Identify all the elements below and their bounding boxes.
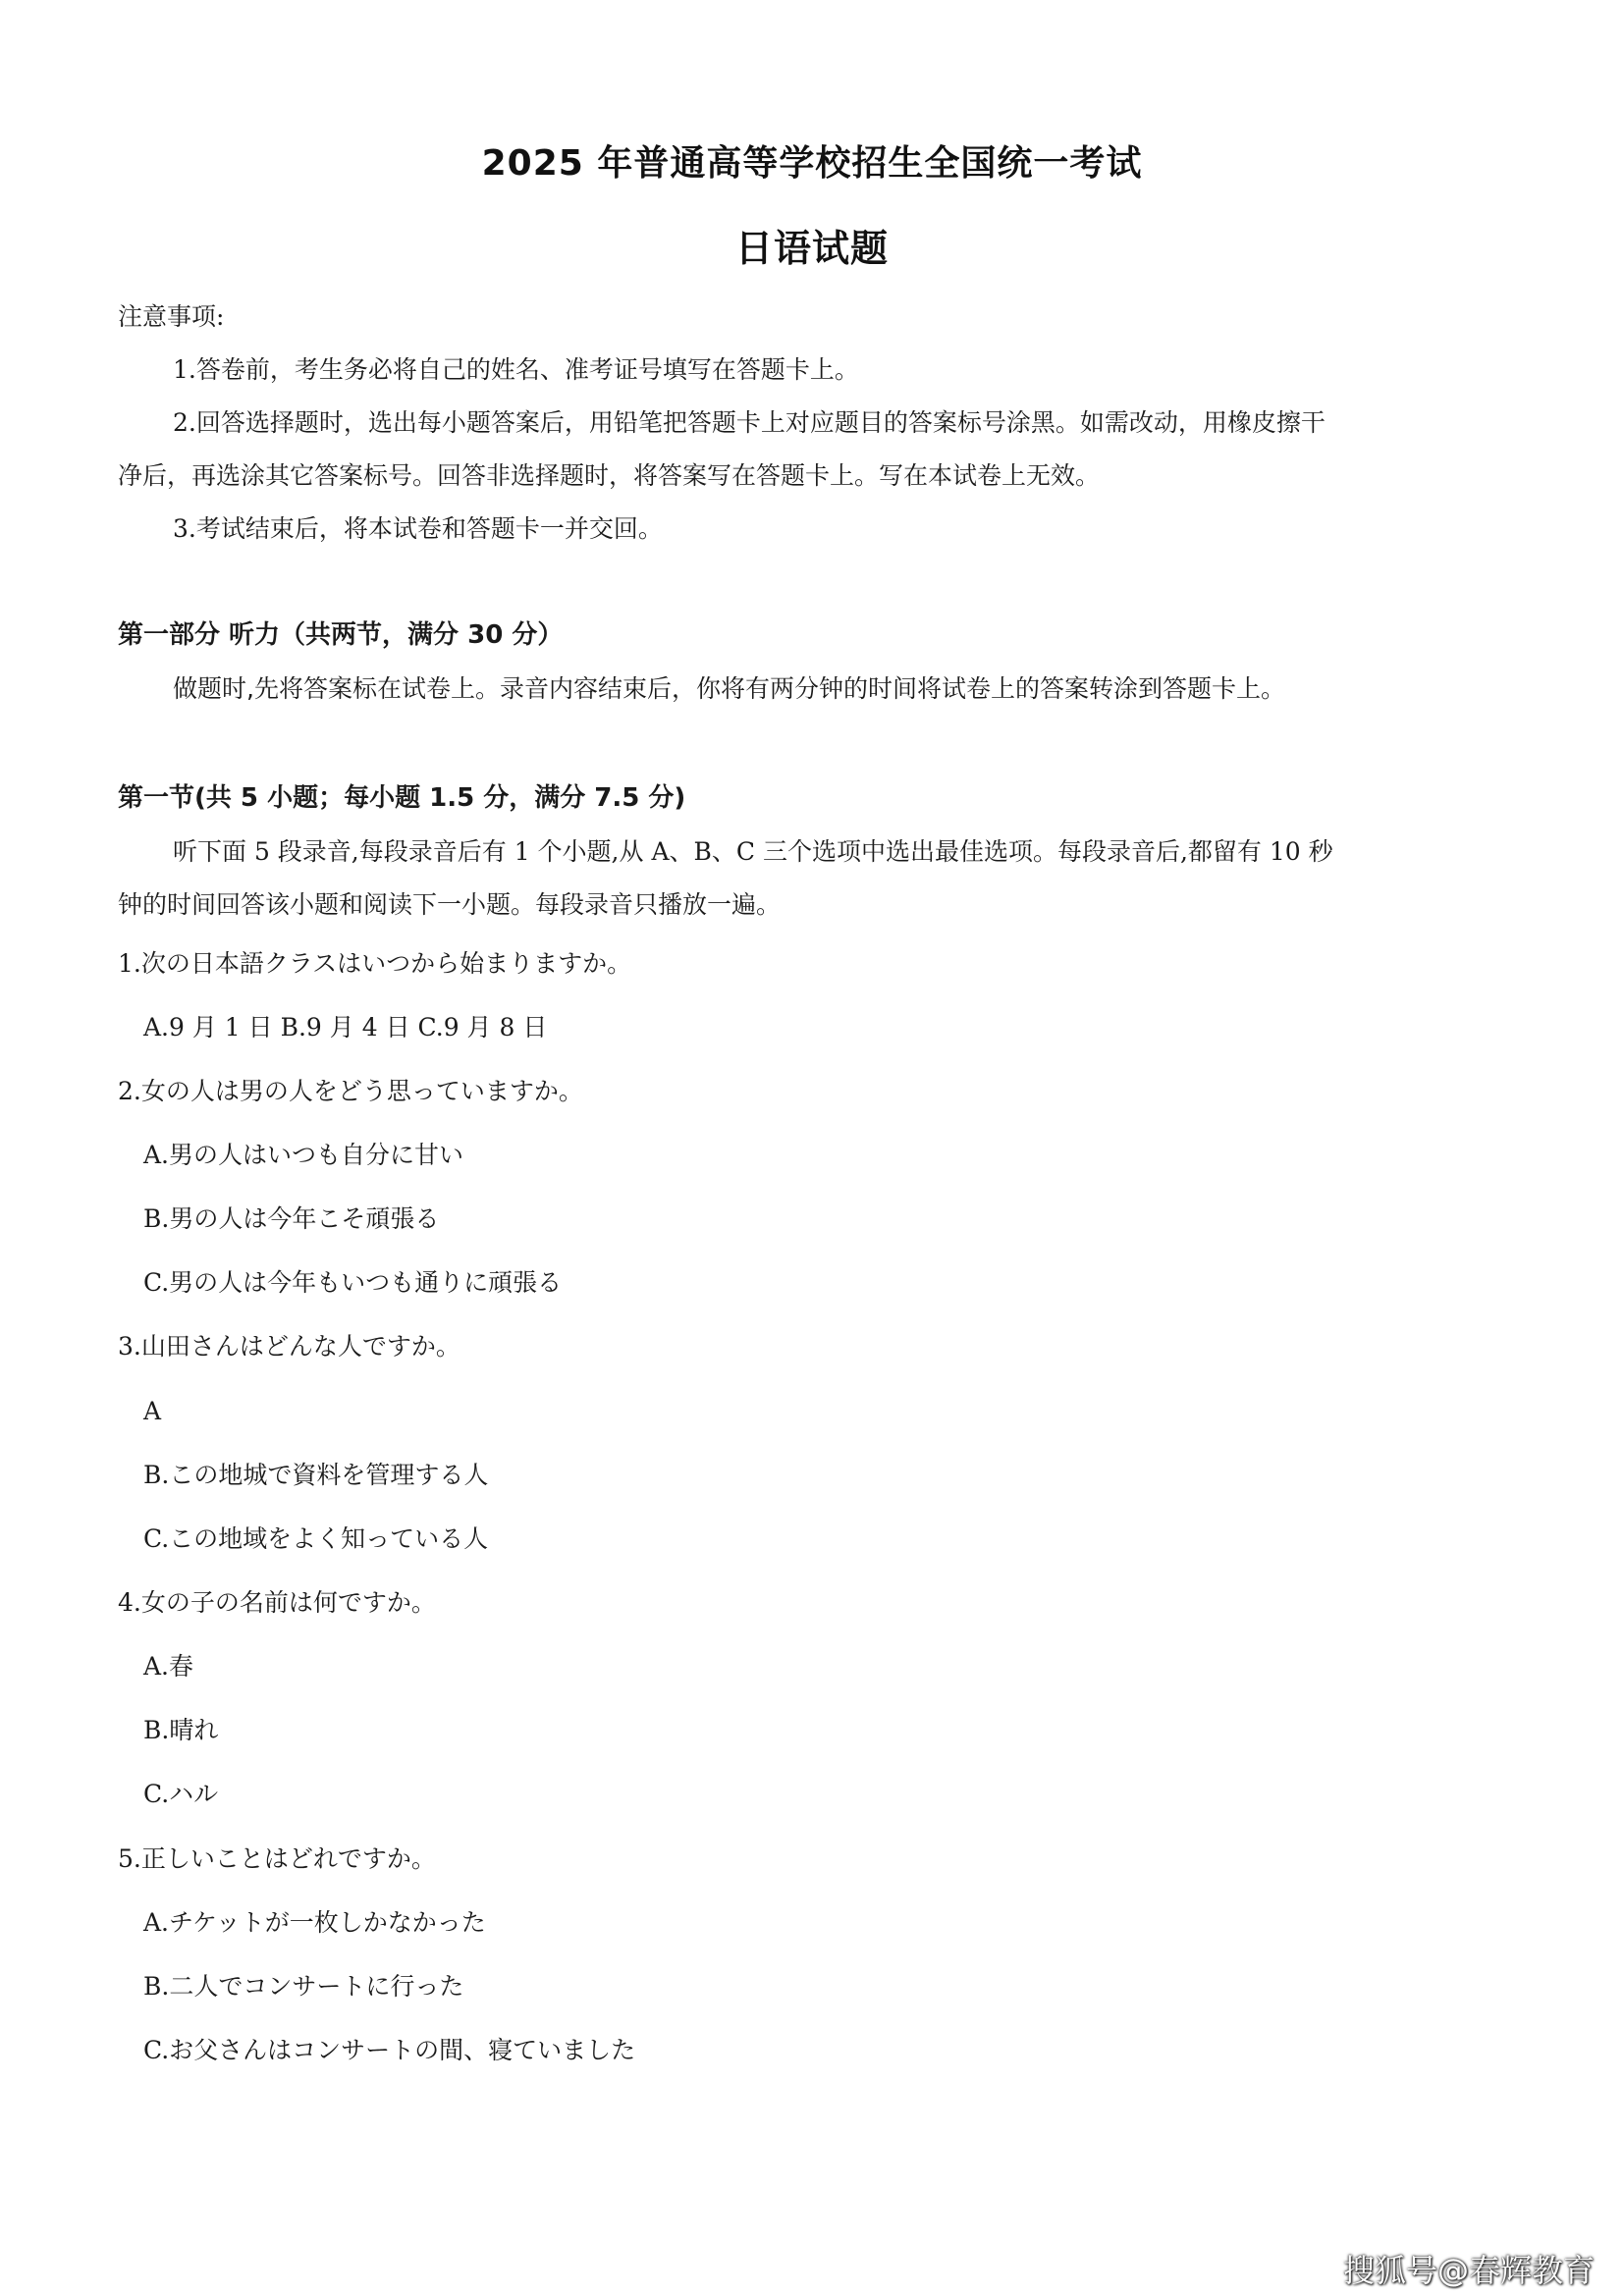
- question-2-option-a: A.男の人はいつも自分に甘い: [143, 1141, 464, 1169]
- question-4-option-b: B.晴れ: [143, 1716, 219, 1744]
- question-3-stem: 3.山田さんはどんな人ですか。: [118, 1332, 460, 1361]
- question-4-stem: 4.女の子の名前は何ですか。: [118, 1588, 436, 1617]
- section1-instruction-line-1: 听下面 5 段录音,每段录音后有 1 个小题,从 A、B、C 三个选项中选出最佳选项。每段录音后,都留有 10 秒: [173, 837, 1333, 866]
- part1-instruction: 做题时,先将答案标在试卷上。录音内容结束后，你将有两分钟的时间将试卷上的答案转涂到答题卡上。: [173, 674, 1285, 703]
- question-3-option-b: B.この地城で資料を管理する人: [143, 1461, 489, 1489]
- notice-item-2-line-2: 净后，再选涂其它答案标号。回答非选择题时，将答案写在答题卡上。写在本试卷上无效。: [118, 461, 1101, 490]
- question-5-option-a: A.チケットが一枚しかなかった: [143, 1908, 486, 1937]
- question-1-options: A.9 月 1 日 B.9 月 4 日 C.9 月 8 日: [143, 1013, 548, 1041]
- notice-heading: 注意事项:: [118, 302, 225, 331]
- section1-instruction-line-2: 钟的时间回答该小题和阅读下一小题。每段录音只播放一遍。: [118, 890, 782, 919]
- question-5-option-b: B.二人でコンサートに行った: [143, 1972, 464, 2001]
- question-3-option-c: C.この地域をよく知っている人: [143, 1524, 489, 1553]
- part1-heading: 第一部分 听力（共两节，满分 30 分）: [118, 620, 564, 650]
- notice-item-1: 1.答卷前，考生务必将自己的姓名、准考证号填写在答题卡上。: [173, 355, 859, 384]
- exam-subject: 日语试题: [734, 227, 889, 270]
- question-3-option-a: A: [143, 1397, 162, 1425]
- question-2-option-c: C.男の人は今年もいつも通りに頑張る: [143, 1268, 563, 1297]
- question-2-option-b: B.男の人は今年こそ頑張る: [143, 1204, 440, 1233]
- exam-title: 2025 年普通高等学校招生全国统一考试: [481, 143, 1143, 184]
- question-5-stem: 5.正しいことはどれですか。: [118, 1844, 436, 1873]
- notice-item-3: 3.考试结束后，将本试卷和答题卡一并交回。: [173, 514, 663, 543]
- notice-item-2-line-1: 2.回答选择题时，选出每小题答案后，用铅笔把答题卡上对应题目的答案标号涂黑。如需改动，用橡皮擦干: [173, 408, 1326, 437]
- question-5-option-c: C.お父さんはコンサートの間、寝ていました: [143, 2036, 636, 2064]
- question-1-stem: 1.次の日本語クラスはいつから始まりますか。: [118, 949, 632, 978]
- section1-heading: 第一节(共 5 小题；每小题 1.5 分，满分 7.5 分): [118, 783, 686, 813]
- question-4-option-c: C.ハル: [143, 1780, 219, 1808]
- question-2-stem: 2.女の人は男の人をどう思っていますか。: [118, 1077, 583, 1105]
- question-4-option-a: A.春: [143, 1652, 194, 1681]
- watermark-text: 搜狐号@春辉教育: [1342, 2252, 1595, 2289]
